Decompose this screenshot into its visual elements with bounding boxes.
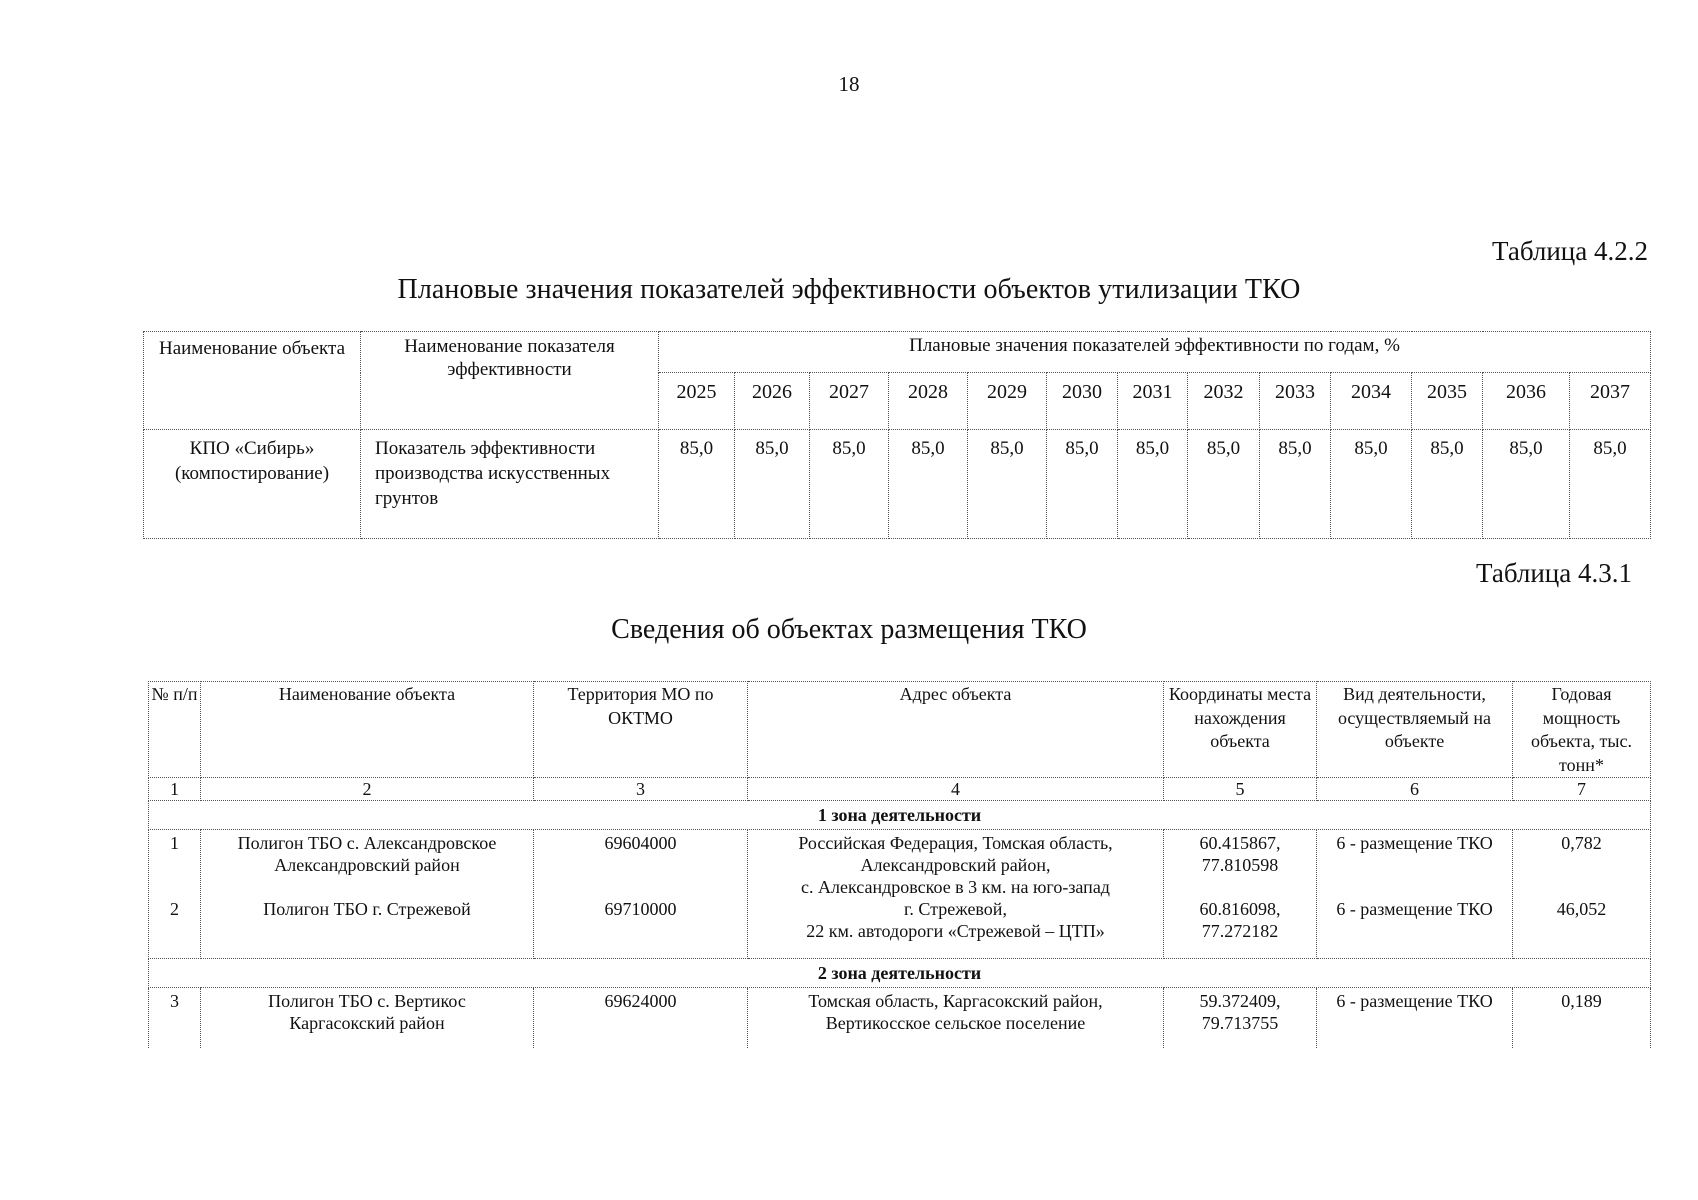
capacity-cell: 0,189 [1513, 988, 1651, 1049]
address-line: Томская область, Каргасокский район, [808, 991, 1103, 1011]
oktmo-cell: 69624000 [534, 988, 748, 1049]
oktmo-code: 69604000 [604, 833, 677, 853]
disposal-sites-table [148, 681, 1651, 1048]
table-row [144, 430, 1651, 539]
header-activity: Вид деятельности, осуществляемый на объекте [1317, 682, 1513, 778]
efficiency-table [143, 331, 1651, 539]
num-cell [149, 830, 201, 959]
value-cell: 85,0 [1188, 430, 1260, 539]
activity-cell: 6 - размещение ТКО [1317, 988, 1513, 1049]
oktmo-code: 69710000 [604, 899, 677, 919]
table-row [149, 830, 1651, 959]
year-header: 2025 [659, 373, 735, 430]
column-number: 6 [1317, 778, 1513, 801]
value-cell: 85,0 [735, 430, 810, 539]
year-header: 2037 [1570, 373, 1651, 430]
year-header: 2026 [735, 373, 810, 430]
table-4-3-1-title: Сведения об объектах размещения ТКО [611, 614, 1087, 645]
object-name-line: КПО «Сибирь» [189, 438, 315, 459]
oktmo-cell [534, 830, 748, 959]
activity-cell [1317, 830, 1513, 959]
activity-text: 6 - размещение ТКО [1336, 899, 1493, 919]
address-line: Вертикосское сельское поселение [825, 1013, 1086, 1033]
year-header: 2033 [1260, 373, 1331, 430]
value-cell: 85,0 [659, 430, 735, 539]
year-header: 2034 [1331, 373, 1412, 430]
name-cell [201, 988, 534, 1049]
zone-title: 2 зона деятельности [149, 959, 1651, 988]
header-address: Адрес объекта [748, 682, 1164, 778]
coordinate: 79.713755 [1201, 1013, 1279, 1033]
coordinates-cell [1164, 988, 1317, 1049]
header-plan-values: Плановые значения показателей эффективности по годам, % [659, 332, 1651, 373]
table-4-3-1-label: Таблица 4.3.1 [1476, 558, 1632, 588]
address-cell [748, 830, 1164, 959]
value-cell: 85,0 [1331, 430, 1412, 539]
value-cell: 85,0 [968, 430, 1047, 539]
address-line: 22 км. автодороги «Стрежевой – ЦТП» [806, 921, 1105, 941]
address-cell [748, 988, 1164, 1049]
value-cell: 85,0 [889, 430, 968, 539]
num-cell: 3 [149, 988, 201, 1049]
address-line: Российская Федерация, Томская область, [798, 833, 1113, 853]
value-cell: 85,0 [1570, 430, 1651, 539]
indicator-cell: Показатель эффективности производства искусственных грунтов [361, 430, 659, 539]
capacity-cell [1513, 830, 1651, 959]
address-line: с. Александровское в 3 км. на юго-запад [801, 877, 1110, 897]
year-header: 2030 [1047, 373, 1118, 430]
name-cell [201, 830, 534, 959]
address-line: Александровский район, [860, 855, 1051, 875]
object-name-line: Каргасокский район [289, 1013, 445, 1033]
coordinate: 60.415867, [1199, 833, 1281, 853]
header-territory: Территория МО по ОКТМО [534, 682, 748, 778]
coordinate: 77.272182 [1201, 921, 1279, 941]
object-name-line: Полигон ТБО с. Александровское [237, 833, 497, 853]
year-header: 2031 [1118, 373, 1188, 430]
coordinate: 77.810598 [1201, 855, 1279, 875]
header-coordinates: Координаты места нахождения объекта [1164, 682, 1317, 778]
table-4-2-2-label: Таблица 4.2.2 [1492, 236, 1648, 266]
column-number: 3 [534, 778, 748, 801]
year-header: 2032 [1188, 373, 1260, 430]
year-header: 2036 [1483, 373, 1570, 430]
coordinate: 60.816098, [1199, 899, 1281, 919]
column-number: 2 [201, 778, 534, 801]
value-cell: 85,0 [810, 430, 889, 539]
header-num: № п/п [149, 682, 201, 778]
column-number: 1 [149, 778, 201, 801]
object-name-cell [144, 430, 361, 539]
year-header: 2028 [889, 373, 968, 430]
capacity-value: 46,052 [1556, 899, 1607, 919]
object-name-line: Полигон ТБО г. Стрежевой [263, 899, 471, 919]
header-object-name: Наименование объекта [201, 682, 534, 778]
table-row [149, 988, 1651, 1049]
page-number: 18 [838, 72, 860, 96]
value-cell: 85,0 [1118, 430, 1188, 539]
object-name-line: Полигон ТБО с. Вертикос [268, 991, 466, 1011]
object-name-line: Александровский район [274, 855, 460, 875]
value-cell: 85,0 [1047, 430, 1118, 539]
column-number: 5 [1164, 778, 1317, 801]
column-number: 4 [748, 778, 1164, 801]
address-line: г. Стрежевой, [904, 899, 1007, 919]
header-indicator-name: Наименование показателя эффективности [361, 332, 659, 430]
coordinates-cell [1164, 830, 1317, 959]
table-4-2-2-title: Плановые значения показателей эффективности объектов утилизации ТКО [397, 274, 1301, 305]
zone-title: 1 зона деятельности [149, 801, 1651, 830]
column-number: 7 [1513, 778, 1651, 801]
row-number: 1 [170, 833, 179, 853]
coordinate: 59.372409, [1199, 991, 1281, 1011]
value-cell: 85,0 [1412, 430, 1483, 539]
value-cell: 85,0 [1483, 430, 1570, 539]
year-header: 2027 [810, 373, 889, 430]
value-cell: 85,0 [1260, 430, 1331, 539]
header-object-name: Наименование объекта [144, 332, 361, 430]
year-header: 2035 [1412, 373, 1483, 430]
capacity-value: 0,782 [1561, 833, 1602, 853]
row-number: 2 [170, 899, 179, 919]
header-capacity: Годовая мощность объекта, тыс. тонн* [1513, 682, 1651, 778]
year-header: 2029 [968, 373, 1047, 430]
activity-text: 6 - размещение ТКО [1336, 833, 1493, 853]
object-name-line: (компостирование) [174, 463, 330, 484]
